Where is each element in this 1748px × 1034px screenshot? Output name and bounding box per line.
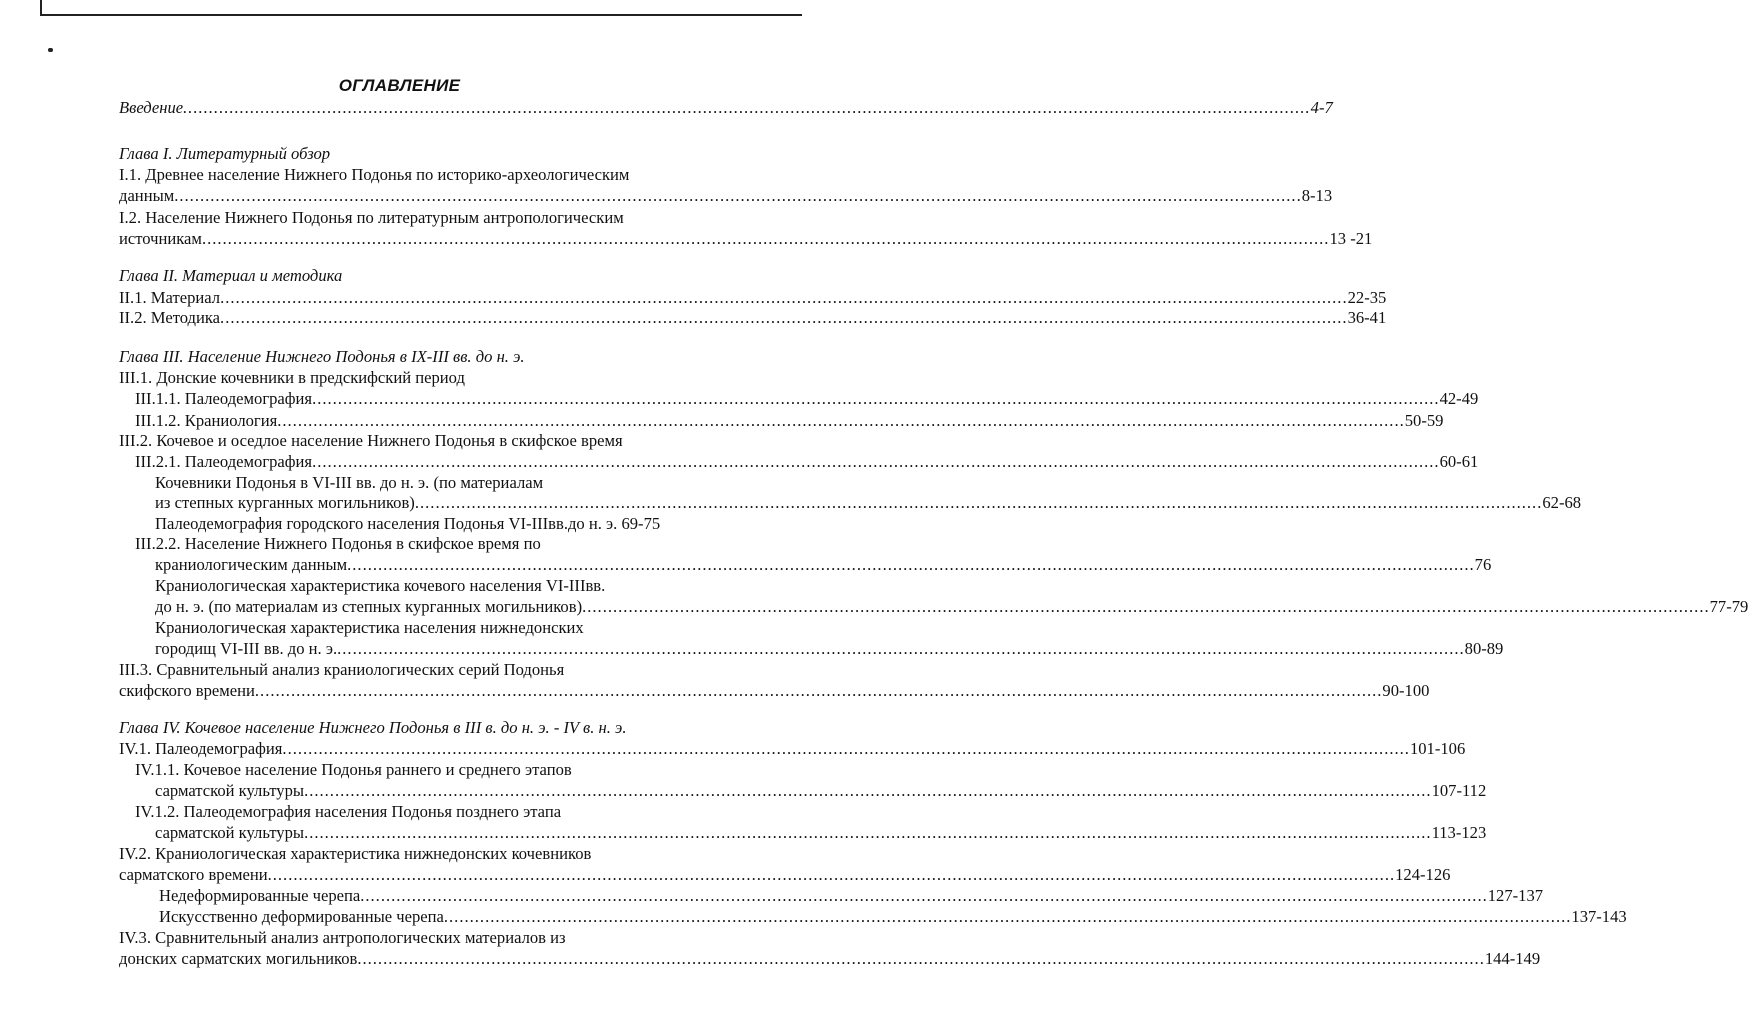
toc-chapter-2-heading: Глава II. Материал и методика [119,266,343,285]
toc-entry: Краниологическая характеристика населения нижнедонских [155,618,584,637]
toc-entry: III.2.2. Население Нижнего Подонья в скифское время по [135,534,541,553]
toc-entry: сарматского времени ........................................................................................................................................................................................................................... 124-126 [119,865,1451,884]
toc-chapter-4-heading: Глава IV. Кочевое население Нижнего Подонья в III в. до н. э. - IV в. н. э. [119,718,627,737]
toc-entry: данным ........................................................................................................................................................................................................................... 8-13 [119,186,1333,205]
toc-entry-introduction: Введение ........................................................................................................................................................................................................................... 4-7 [119,98,1333,117]
toc-entry: III.2. Кочевое и оседлое население Нижнего Подонья в скифское время [119,431,623,450]
toc-entry: III.1.1. Палеодемография ........................................................................................................................................................................................................................... 42-49 [135,389,1479,408]
toc-entry: Недеформированные черепа ........................................................................................................................................................................................................................... 127-137 [159,886,1544,905]
toc-entry: сарматской культуры ........................................................................................................................................................................................................................... 107-112 [155,781,1487,800]
toc-entry: III.3. Сравнительный анализ краниологических серий Подонья [119,660,565,679]
toc-entry: городищ VI-III вв. до н. э. ........................................................................................................................................................................................................................... 80-89 [155,639,1504,658]
toc-entry: I.2. Население Нижнего Подонья по литературным антропологическим [119,208,624,227]
toc-entry: IV.1.2. Палеодемография населения Подонья позднего этапа [135,802,562,821]
toc-entry: I.1. Древнее население Нижнего Подонья по историко-археологическим [119,165,630,184]
toc-entry: из степных курганных могильников) ........................................................................................................................................................................................................................... 62-68 [155,493,1582,512]
toc-entry: сарматской культуры ........................................................................................................................................................................................................................... 113-123 [155,823,1487,842]
toc-entry: IV.1.1. Кочевое население Подонья раннего и среднего этапов [135,760,572,779]
toc-entry: донских сарматских могильников ........................................................................................................................................................................................................................... 144-149 [119,949,1541,968]
scan-border [40,0,802,16]
toc-entry: II.1. Материал ........................................................................................................................................................................................................................... 22-35 [119,288,1387,307]
toc-entry: скифского времени ........................................................................................................................................................................................................................... 90-100 [119,681,1430,700]
toc-entry: Кочевники Подонья в VI-III вв. до н. э. (по материалам [155,473,544,492]
toc-entry: IV.2. Краниологическая характеристика нижнедонских кочевников [119,844,592,863]
toc-entry: до н. э. (по материалам из степных курганных могильников) ........................................................................................................................................................................................................................... 77-79 [155,597,1748,616]
scan-speck [48,48,53,52]
toc-entry: IV.1. Палеодемография ........................................................................................................................................................................................................................... 101-106 [119,739,1466,758]
toc-entry: III.1. Донские кочевники в предскифский период [119,368,465,387]
toc-entry: III.1.2. Краниология ........................................................................................................................................................................................................................... 50-59 [135,411,1444,430]
toc-entry: краниологическим данным ........................................................................................................................................................................................................................... 76 [155,555,1492,574]
page-title: ОГЛАВЛЕНИЕ [338,76,461,95]
toc-entry: Искусственно деформированные черепа ........................................................................................................................................................................................................................... 137-143 [159,907,1627,926]
toc-entry: III.2.1. Палеодемография ........................................................................................................................................................................................................................... 60-61 [135,452,1479,471]
toc-entry: II.2. Методика ........................................................................................................................................................................................................................... 36-41 [119,308,1387,327]
toc-entry: источникам ........................................................................................................................................................................................................................... 13 -21 [119,229,1373,248]
toc-chapter-1-heading: Глава I. Литературный обзор [119,144,331,163]
toc-entry: Краниологическая характеристика кочевого населения VI-IIIвв. [155,576,606,595]
toc-entry: IV.3. Сравнительный анализ антропологических материалов из [119,928,566,947]
toc-chapter-3-heading: Глава III. Население Нижнего Подонья в IX-III вв. до н. э. [119,347,525,366]
toc-entry: Палеодемография городского населения Подонья VI-IIIвв.до н. э. 69-75 [155,514,661,533]
